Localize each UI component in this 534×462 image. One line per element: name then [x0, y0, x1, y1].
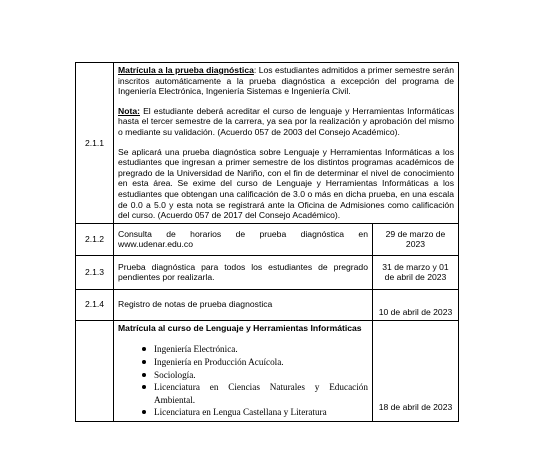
row-description: Consulta de horarios de prueba diagnóstica en www.udenar.edu.co [114, 223, 373, 255]
table-row [76, 289, 459, 320]
row-date-cell [372, 320, 458, 421]
row-date: 10 de abril de 2023 [372, 289, 458, 320]
section-title: Matrícula al curso de Lenguaje y Herramientas Informáticas [118, 322, 362, 333]
row-description [114, 63, 459, 224]
row-description: Registro de notas de prueba diagnostica [114, 289, 373, 320]
description-paragraph: Se aplicará una prueba diagnóstica sobre Lenguaje y Herramientas Informáticas a los estudiantes que ingresan a primer semestre de los distintos programas académicos de pregrado de la Universidad de Nariño, con el fin de determinar el nivel de conocimiento en esta área. Se exime del curso de Lenguaje y Herramientas Informáticas a los estudiantes que obtengan una calificación de 3.0 o más en dicha prueba, en una escala de 0.0 a 5.0 y esta nota se registrará ante la Oficina de Admisiones como calificación del curso. (Acuerdo 057 de 2017 del Consejo Académico). [118, 146, 454, 221]
row-number: 2.1.2 [76, 223, 114, 255]
row-date: 29 de marzo de 2023 [372, 223, 458, 255]
table-row [76, 320, 459, 421]
careers-list [118, 343, 368, 418]
list-item: Ingeniería en Producción Acuícola. [154, 356, 368, 369]
table-row [76, 223, 459, 255]
row-number: 2.1.4 [76, 289, 114, 320]
note-text: El estudiante deberá acreditar el curso de lenguaje y Herramientas Informáticas hasta el tercer semestre de la carrera, ya sea por la realización y aprobación del mismo o mediante su validación. (Acuerdo 057 de 2003 del Consejo Académico). [118, 105, 454, 137]
list-item: Ingeniería Electrónica. [154, 343, 368, 356]
table-row [76, 255, 459, 289]
list-item: Licenciatura en Ciencias Naturales y Educación Ambiental. [154, 382, 368, 405]
intro-paragraph [118, 65, 454, 97]
careers-section [118, 323, 368, 419]
row-date: 31 de marzo y 01 de abril de 2023 [372, 255, 458, 289]
schedule-table [75, 62, 459, 422]
list-item: Licenciatura en Lengua Castellana y Literatura [154, 406, 368, 418]
intro-text: : Los estudiantes admitidos a primer semestre serán inscritos automáticamente a la prueba diagnóstica a excepción del programa de Ingeniería Electrónica, Ingeniería Sistemas e Ingeniería Civil. [118, 65, 454, 97]
row-number: 2.1.3 [76, 255, 114, 289]
section-title: Matrícula a la prueba diagnóstica [118, 65, 254, 75]
list-item: Sociología. [154, 369, 368, 382]
row-number [76, 320, 114, 421]
note-label: Nota: [118, 105, 140, 116]
row-description: Prueba diagnóstica para todos los estudiantes de pregrado pendientes por realizarla. [114, 255, 373, 289]
table-row [76, 63, 459, 224]
row-number: 2.1.1 [76, 63, 114, 224]
row-description [114, 320, 373, 421]
note-paragraph [118, 106, 454, 138]
row-date: 18 de abril de 2023 [378, 402, 453, 413]
